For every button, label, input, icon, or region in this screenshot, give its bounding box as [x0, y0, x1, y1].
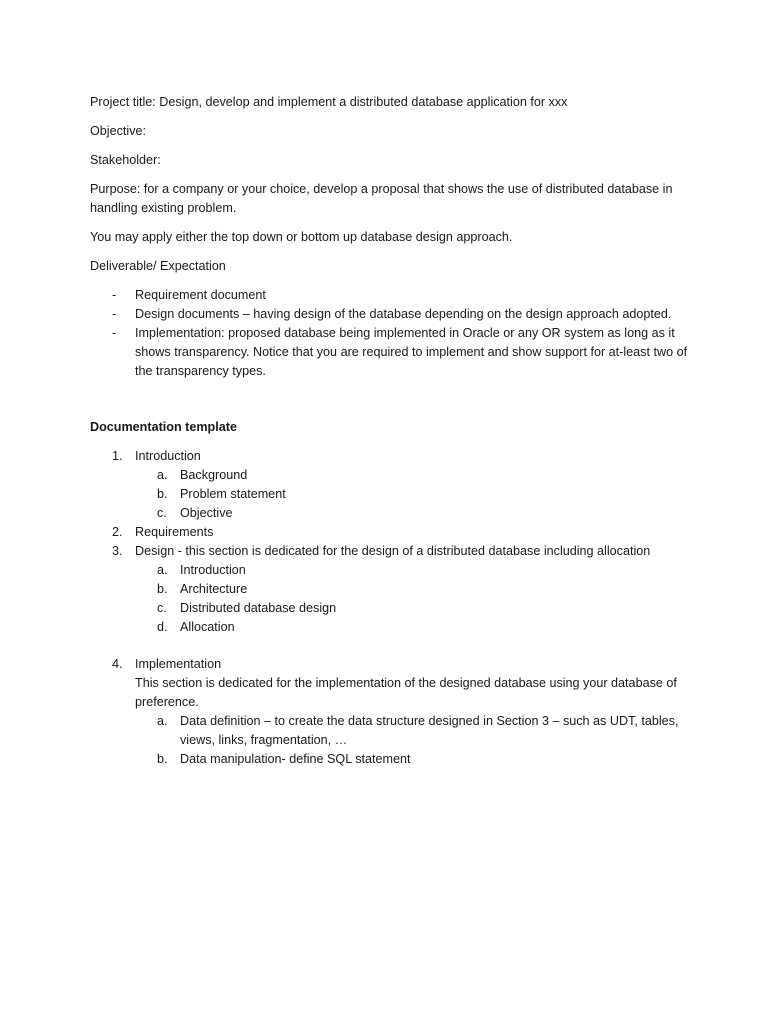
item-label: Allocation [180, 620, 235, 634]
item-number: b. [157, 487, 168, 501]
stakeholder-label: Stakeholder: [90, 153, 161, 167]
approach-paragraph: You may apply either the top down or bottom up database design approach. [90, 230, 513, 244]
purpose-paragraph: Purpose: for a company or your choice, develop a proposal that shows the use of distributed database in handling existing problem. [90, 182, 673, 215]
item-label: Implementation [135, 657, 222, 671]
deliverable-text: Design documents – having design of the database depending on the design approach adopted. [135, 307, 672, 321]
list-item [90, 542, 688, 561]
item-label: Requirements [135, 525, 214, 539]
item-label: Background [180, 468, 248, 482]
list-item [90, 750, 680, 769]
list-item [90, 523, 688, 542]
list-item [90, 655, 688, 674]
implementation-description: This section is dedicated for the implementation of the designed database using your database of preference. [135, 676, 677, 709]
list-item [90, 286, 690, 305]
list-item [90, 712, 680, 750]
item-label: Problem statement [180, 487, 286, 501]
dash-marker: - [112, 307, 117, 321]
item-number: b. [157, 752, 168, 766]
project-title: Project title: Design, develop and implement a distributed database application for xxx [90, 95, 568, 109]
objective-label: Objective: [90, 124, 146, 138]
deliverables-list [90, 286, 688, 381]
list-item [90, 485, 680, 504]
list-item [90, 561, 680, 580]
item-number: a. [157, 468, 168, 482]
item-number: d. [157, 620, 168, 634]
dash-marker: - [112, 288, 117, 302]
list-item [90, 324, 690, 381]
dash-marker: - [112, 326, 117, 340]
list-item [90, 466, 680, 485]
list-item [90, 447, 688, 466]
item-label: Distributed database design [180, 601, 337, 615]
item-number: b. [157, 582, 168, 596]
item-number: c. [157, 601, 167, 615]
deliverable-heading: Deliverable/ Expectation [90, 259, 226, 273]
deliverable-text: Implementation: proposed database being implemented in Oracle or any OR system as long as it shows transparency. Notice that you are required to implement and show support for at-least two of the transparency types. [135, 326, 688, 378]
list-item [90, 580, 680, 599]
list-item [90, 599, 680, 618]
list-item [90, 618, 680, 637]
item-label: Objective [180, 506, 233, 520]
list-item [90, 504, 680, 523]
item-label: Architecture [180, 582, 248, 596]
item-number: a. [157, 714, 168, 728]
list-item [90, 305, 690, 324]
deliverable-text: Requirement document [135, 288, 266, 302]
item-label: Design - this section is dedicated for the design of a distributed database including allocation [135, 544, 651, 558]
item-label: Introduction [180, 563, 246, 577]
item-number: 2. [112, 525, 123, 539]
item-label: Data definition – to create the data structure designed in Section 3 – such as UDT, tables, views, links, fragmentation, … [180, 714, 679, 747]
item-number: 4. [112, 657, 123, 671]
item-number: a. [157, 563, 168, 577]
template-heading: Documentation template [90, 420, 237, 434]
template-list [90, 447, 688, 769]
item-label: Data manipulation- define SQL statement [180, 752, 411, 766]
item-number: 3. [112, 544, 123, 558]
item-number: 1. [112, 449, 123, 463]
item-number: c. [157, 506, 167, 520]
item-label: Introduction [135, 449, 201, 463]
